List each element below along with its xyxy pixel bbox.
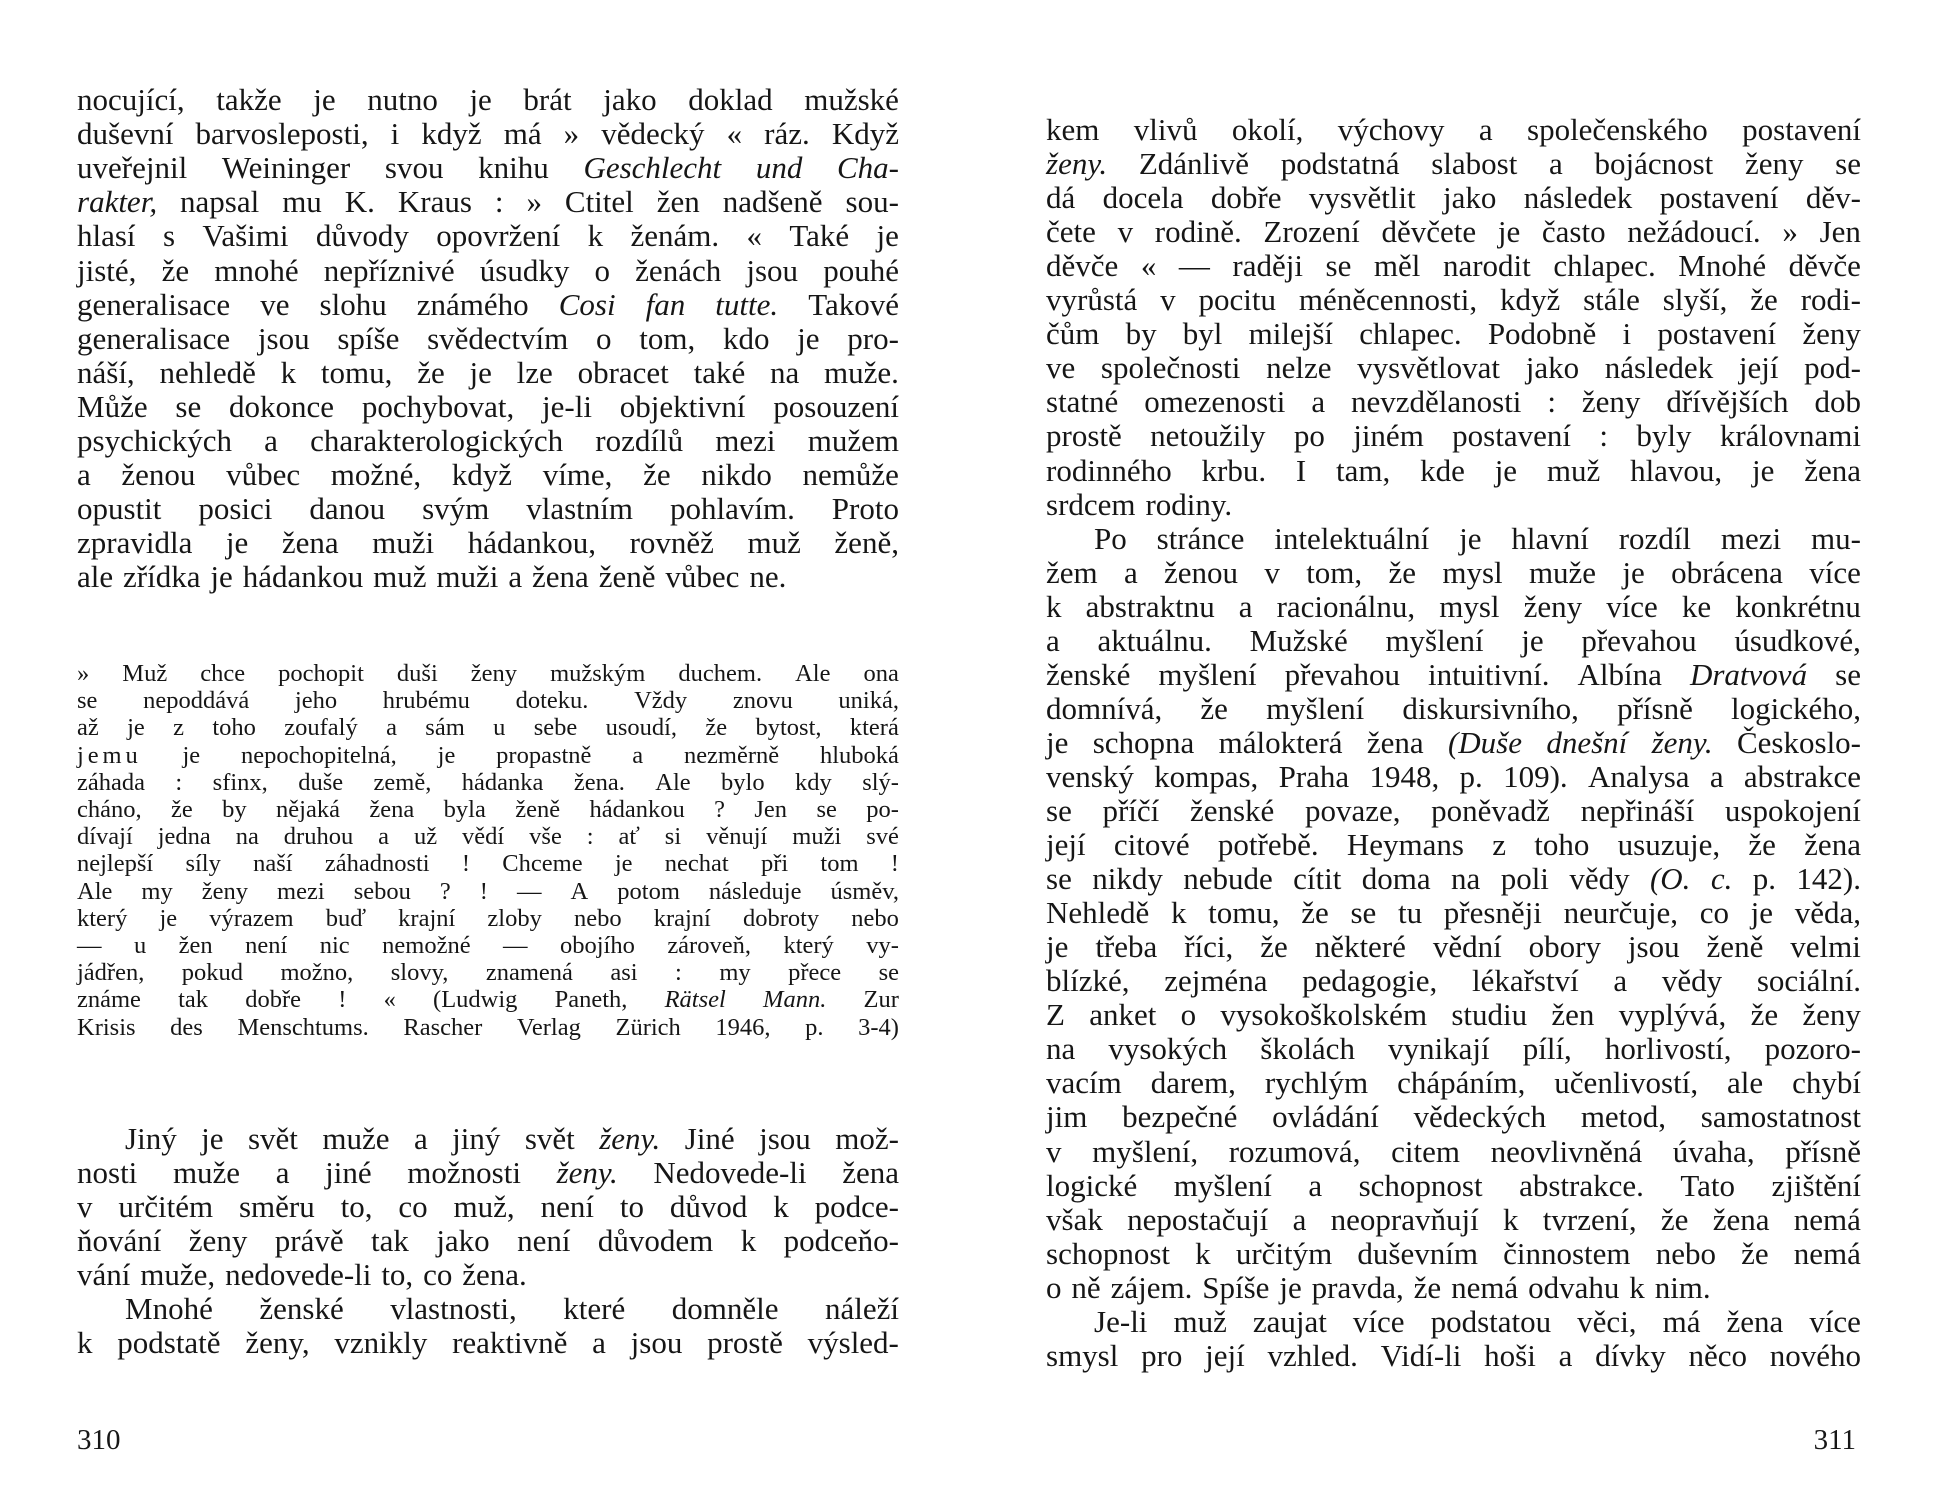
body-text-line: Je-li muž zaujat více podstatou věci, má žena více	[1094, 1303, 1861, 1339]
body-text-line: statné omezenosti a nevzdělanosti : ženy dřívějších dob	[1046, 384, 1861, 420]
body-text-line: vyrůstá v pocitu méněcennosti, když stále slyší, že rodi-	[1046, 282, 1861, 318]
body-text-line: venský kompas, Praha 1948, p. 109). Analysa a abstrakce	[1046, 758, 1861, 794]
body-text-line: domnívá, že myšlení diskursivního, přísně logického,	[1046, 690, 1861, 726]
body-text-line: dá docela dobře vysvětlit jako následek postavení děv-	[1046, 180, 1861, 216]
body-text-line: schopnost k určitým duševním činnostem nebo že nemá	[1046, 1235, 1861, 1271]
body-text-line: prostě netoužily po jiném postavení : byly královnami	[1046, 418, 1861, 454]
body-text-line: na vysokých školách vynikají pílí, horlivostí, pozoro-	[1046, 1031, 1861, 1067]
body-text-line: je schopna málokterá žena (Duše dnešní ženy. Českoslo-	[1046, 724, 1861, 760]
body-text-line: nocující, takže je nutno je brát jako doklad mužské	[77, 82, 899, 117]
body-text-line: k abstraktnu a racionálnu, mysl ženy více ke konkrétnu	[1046, 588, 1861, 624]
body-text-line: nosti muže a jiné možnosti ženy. Nedovede-li žena	[77, 1155, 899, 1190]
body-text-line: generalisace ve slohu známého Cosi fan tutte. Takové	[77, 286, 899, 322]
quote-text-line: Krisis des Menschtums. Rascher Verlag Zürich 1946, p. 3-4)	[77, 1013, 899, 1041]
body-text-line: však nepostačují a neopravňují k tvrzení, že žena nemá	[1046, 1201, 1861, 1237]
quote-text-line: až je z toho zoufalý a sám u sebe usoudí, že bytost, která	[77, 714, 899, 742]
body-text-line: Jiný je svět muže a jiný svět ženy. Jiné jsou mož-	[125, 1121, 899, 1156]
body-text-line: a aktuálnu. Mužské myšlení je převahou úsudkové,	[1046, 622, 1861, 658]
body-text-line: k podstatě ženy, vznikly reaktivně a jsou prostě výsled-	[77, 1325, 899, 1360]
body-text-line: žem a ženou v tom, že mysl muže je obrácena více	[1046, 554, 1861, 590]
body-text-line: ňování ženy právě tak jako není důvodem k podceňo-	[77, 1223, 899, 1258]
quote-text-line: záhada : sfinx, duše země, hádanka žena. Ale bylo kdy slý-	[77, 768, 899, 796]
page-number-left: 310	[77, 1424, 121, 1456]
quote-text-line: známe tak dobře ! « (Ludwig Paneth, Rätsel Mann. Zur	[77, 986, 899, 1014]
body-text-line: jisté, že mnohé nepříznivé úsudky o ženách jsou pouhé	[77, 252, 899, 288]
body-text-line: duševní barvosleposti, i když má » vědecký « ráz. Když	[77, 116, 899, 152]
body-text-line: ve společnosti nelze vysvětlovat jako následek její pod-	[1046, 350, 1861, 386]
quote-text-line: nejlepší síly naší záhadnosti ! Chceme je nechat při tom !	[77, 850, 899, 878]
body-text-line: hlasí s Vašimi důvody opovržení k ženám. « Také je	[77, 218, 899, 254]
body-text-line: Nehledě k tomu, že se tu přesněji neurčuje, co je věda,	[1046, 895, 1861, 931]
body-text-line: v určitém směru to, co muž, není to důvod k podce-	[77, 1189, 899, 1224]
right-page	[968, 0, 1936, 1500]
quote-text-line: » Muž chce pochopit duši ženy mužským duchem. Ale ona	[77, 660, 899, 687]
body-text-line: Může se dokonce pochybovat, je-li objektivní posouzení	[77, 388, 899, 424]
body-text-line: ženy. Zdánlivě podstatná slabost a bojácnost ženy se	[1046, 146, 1861, 182]
body-text-line: náší, nehledě k tomu, že je lze obracet také na muže.	[77, 354, 899, 390]
quote-text-line: který je výrazem buď krajní zloby nebo krajní dobroty nebo	[77, 904, 899, 932]
quote-text-line: Ale my ženy mezi sebou ? ! — A potom následuje úsměv,	[77, 877, 899, 905]
quote-text-line: se nepoddává jeho hrubému doteku. Vždy znovu uniká,	[77, 687, 899, 715]
body-text-line: jim bezpečné ovládání vědeckých metod, samostatnost	[1046, 1099, 1861, 1135]
quote-text-line: dívají jedna na druhou a už vědí vše : ať si věnují muži své	[77, 823, 899, 851]
quote-text-line: cháno, že by nějaká žena byla ženě hádankou ? Jen se po-	[77, 796, 899, 823]
body-text-line: zpravidla je žena muži hádankou, rovněž muž ženě,	[77, 525, 899, 561]
body-text-line: ženské myšlení převahou intuitivní. Albína Dratvová se	[1046, 656, 1861, 692]
page-number-right: 311	[1813, 1424, 1856, 1456]
body-text-line: vacím darem, rychlým chápáním, učenlivostí, ale chybí	[1046, 1065, 1861, 1101]
body-text-line: a ženou vůbec možné, když víme, že nikdo nemůže	[77, 457, 899, 493]
body-text-line: Po stránce intelektuální je hlavní rozdíl mezi mu-	[1094, 520, 1861, 556]
body-text-line: opustit posici danou svým vlastním pohlavím. Proto	[77, 491, 899, 527]
body-text-line: generalisace jsou spíše svědectvím o tom, kdo je pro-	[77, 320, 899, 356]
body-text-line: v myšlení, rozumová, citem neovlivněná úvaha, přísně	[1046, 1133, 1861, 1169]
body-text-line: její citové potřebě. Heymans z toho usuzuje, že žena	[1046, 827, 1861, 863]
body-text-line: blízké, zejména pedagogie, lékařství a vědy sociální.	[1046, 963, 1861, 999]
body-text-line: čům by byl milejší chlapec. Podobně i postavení ženy	[1046, 316, 1861, 352]
body-text-line: děvče « — raději se měl narodit chlapec. Mnohé děvče	[1046, 248, 1861, 284]
body-text-line: čete v rodině. Zrození děvčete je často nežádoucí. » Jen	[1046, 214, 1861, 250]
body-text-line: o ně zájem. Spíše je pravda, že nemá odvahu k nim.	[1046, 1269, 1711, 1305]
body-text-line: je třeba říci, že některé vědní obory jsou ženě velmi	[1046, 929, 1861, 965]
body-text-line: rodinného krbu. I tam, kde je muž hlavou, je žena	[1046, 452, 1861, 488]
body-text-line: srdcem rodiny.	[1046, 486, 1233, 522]
body-text-line: logické myšlení a schopnost abstrakce. Tato zjištění	[1046, 1167, 1861, 1203]
quote-text-line: jemu je nepochopitelná, je propastně a nezměrně hluboká	[77, 741, 899, 769]
body-text-line: ale zřídka je hádankou muž muži a žena ženě vůbec ne.	[77, 559, 787, 595]
body-text-line: Mnohé ženské vlastnosti, které domněle náleží	[125, 1291, 899, 1326]
body-text-line: vání muže, nedovede-li to, co žena.	[77, 1257, 527, 1292]
body-text-line: se příčí ženské povaze, poněvadž nepřináší uspokojení	[1046, 793, 1861, 828]
quote-text-line: jádřen, pokud možno, slovy, znamená asi : my přece se	[77, 959, 899, 987]
body-text-line: smysl pro její vzhled. Vidí-li hoši a dívky něco nového	[1046, 1337, 1861, 1373]
quote-text-line: — u žen není nic nemožné — obojího zároveň, který vy-	[77, 932, 899, 959]
body-text-line: Z anket o vysokoškolském studiu žen vyplývá, že ženy	[1046, 997, 1861, 1033]
body-text-line: kem vlivů okolí, výchovy a společenského postavení	[1046, 112, 1861, 147]
body-text-line: psychických a charakterologických rozdílů mezi mužem	[77, 423, 899, 458]
body-text-line: rakter, napsal mu K. Kraus : » Ctitel žen nadšeně sou-	[77, 184, 899, 220]
body-text-line: uveřejnil Weininger svou knihu Geschlecht und Cha-	[77, 150, 899, 186]
body-text-line: se nikdy nebude cítit doma na poli vědy (O. c. p. 142).	[1046, 861, 1861, 897]
